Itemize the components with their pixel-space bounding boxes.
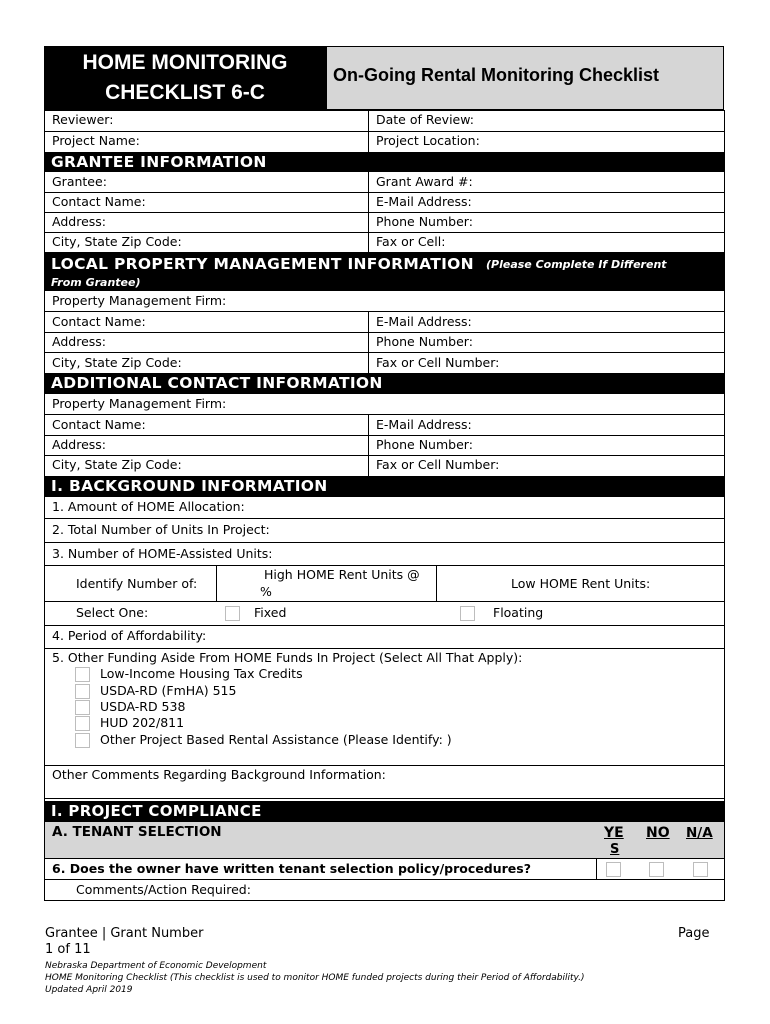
tenant-selection-heading: A. TENANT SELECTION [52,824,222,840]
footer-page-count: 1 of 11 [45,942,91,957]
grantee-info-heading-bar [44,152,725,172]
subtitle: On-Going Rental Monitoring Checklist [333,65,659,85]
divider [44,110,725,111]
compliance-heading: I. PROJECT COMPLIANCE [51,802,262,820]
funding-option: USDA-RD 538 [100,699,186,714]
q6-no-checkbox[interactable] [649,862,664,877]
local-pm-heading-note-2: From Grantee) [51,276,141,289]
additional-city-label: City, State Zip Code: [52,457,182,472]
additional-contact-label: Contact Name: [52,417,146,432]
funding-option: HUD 202/811 [100,715,185,730]
title-line-1: HOME MONITORING [82,51,288,74]
floating-label: Floating [493,605,544,620]
additional-address-label: Address: [52,437,106,452]
divider [44,435,725,436]
col-yes-header: YE [604,825,624,841]
local-pm-firm-label: Property Management Firm: [52,293,227,308]
project-name-label: Project Name: [52,133,140,148]
form-border-left [44,110,45,901]
grantee-phone-label: Phone Number: [376,214,473,229]
grant-award-label: Grant Award #: [376,174,473,189]
funding-option: Low-Income Housing Tax Credits [100,666,303,681]
divider [44,518,725,519]
compliance-heading-bar [44,801,725,822]
other-comments-label: Other Comments Regarding Background Information: [52,767,386,782]
col-divider [216,565,217,601]
funding-option: USDA-RD (FmHA) 515 [100,683,237,698]
comments-action-label: Comments/Action Required: [76,882,251,897]
additional-fax-label: Fax or Cell Number: [376,457,500,472]
grantee-address-label: Address: [52,214,106,229]
local-pm-email-label: E-Mail Address: [376,314,472,329]
low-rent-units-label: Low HOME Rent Units: [511,576,651,591]
project-location-label: Project Location: [376,133,480,148]
grantee-label: Grantee: [52,174,107,189]
q4-period-affordability: 4. Period of Affordability: [52,628,207,643]
q3-home-assisted-units: 3. Number of HOME-Assisted Units: [52,546,273,561]
title-line-2: CHECKLIST 6-C [105,81,265,104]
additional-phone-label: Phone Number: [376,437,473,452]
funding-option: Other Project Based Rental Assistance (Please Identify: ) [100,732,452,747]
background-heading: I. BACKGROUND INFORMATION [51,477,328,495]
q5-other-funding: 5. Other Funding Aside From HOME Funds In Project (Select All That Apply): [52,650,523,665]
floating-checkbox[interactable] [460,606,475,621]
fixed-label: Fixed [254,605,287,620]
divider [44,332,725,333]
date-of-review-label: Date of Review: [376,112,474,127]
local-pm-contact-label: Contact Name: [52,314,146,329]
col-divider [368,311,369,373]
q1-home-allocation: 1. Amount of HOME Allocation: [52,499,245,514]
grantee-email-label: E-Mail Address: [376,194,472,209]
funding-other-checkbox[interactable] [75,733,90,748]
local-pm-address-label: Address: [52,334,106,349]
funding-usda-515-checkbox[interactable] [75,684,90,699]
local-pm-heading-note: (Please Complete If Different [486,258,667,271]
footer-grantee-grant: Grantee | Grant Number [45,926,204,941]
q2-total-units: 2. Total Number of Units In Project: [52,522,270,537]
q6-na-checkbox[interactable] [693,862,708,877]
additional-email-label: E-Mail Address: [376,417,472,432]
col-na-header: N/A [686,825,713,841]
local-pm-heading-bar [44,252,725,291]
grantee-fax-label: Fax or Cell: [376,234,446,249]
divider [44,565,725,566]
background-heading-bar [44,476,725,497]
col-divider [368,110,369,152]
fixed-checkbox[interactable] [225,606,240,621]
additional-firm-label: Property Management Firm: [52,396,227,411]
subtitle-box [326,46,724,110]
local-pm-phone-label: Phone Number: [376,334,473,349]
divider [44,311,725,312]
divider [44,192,725,193]
local-pm-heading: LOCAL PROPERTY MANAGEMENT INFORMATION [51,255,474,273]
footer-line-2: HOME Monitoring Checklist (This checklist is used to monitor HOME funded projects during their Period of Affordability.) [45,973,585,983]
high-rent-percent: % [260,584,272,599]
select-one-label: Select One: [76,605,149,620]
divider [44,232,725,233]
divider [44,798,725,799]
footer-line-3: Updated April 2019 [45,985,133,995]
divider [44,601,725,602]
divider [44,765,725,766]
divider [44,352,725,353]
high-rent-units-label: High HOME Rent Units @ [264,567,420,582]
divider [44,625,725,626]
divider [44,212,725,213]
grantee-contact-label: Contact Name: [52,194,146,209]
local-pm-city-label: City, State Zip Code: [52,355,182,370]
grantee-info-heading: GRANTEE INFORMATION [51,153,267,171]
q6-yes-checkbox[interactable] [606,862,621,877]
divider [44,131,725,132]
footer-page-label: Page [678,926,710,941]
q6-tenant-selection-policy: 6. Does the owner have written tenant selection policy/procedures? [52,861,531,876]
divider [44,542,725,543]
funding-lihtc-checkbox[interactable] [75,667,90,682]
reviewer-label: Reviewer: [52,112,114,127]
identify-number-label: Identify Number of: [76,576,198,591]
divider [44,900,725,901]
divider [44,648,725,649]
col-no-header: NO [646,825,670,841]
form-border-right [724,110,725,901]
additional-contact-heading-bar [44,373,725,394]
divider [44,455,725,456]
grantee-city-label: City, State Zip Code: [52,234,182,249]
additional-contact-heading: ADDITIONAL CONTACT INFORMATION [51,374,383,392]
col-yes-header-2: S [610,842,620,857]
title-box [44,46,326,110]
divider [44,879,725,880]
col-divider [436,565,437,601]
funding-usda-538-checkbox[interactable] [75,700,90,715]
local-pm-fax-label: Fax or Cell Number: [376,355,500,370]
col-divider [368,414,369,476]
divider [44,858,725,859]
funding-hud-checkbox[interactable] [75,716,90,731]
divider [44,414,725,415]
footer-line-1: Nebraska Department of Economic Development [45,961,267,971]
